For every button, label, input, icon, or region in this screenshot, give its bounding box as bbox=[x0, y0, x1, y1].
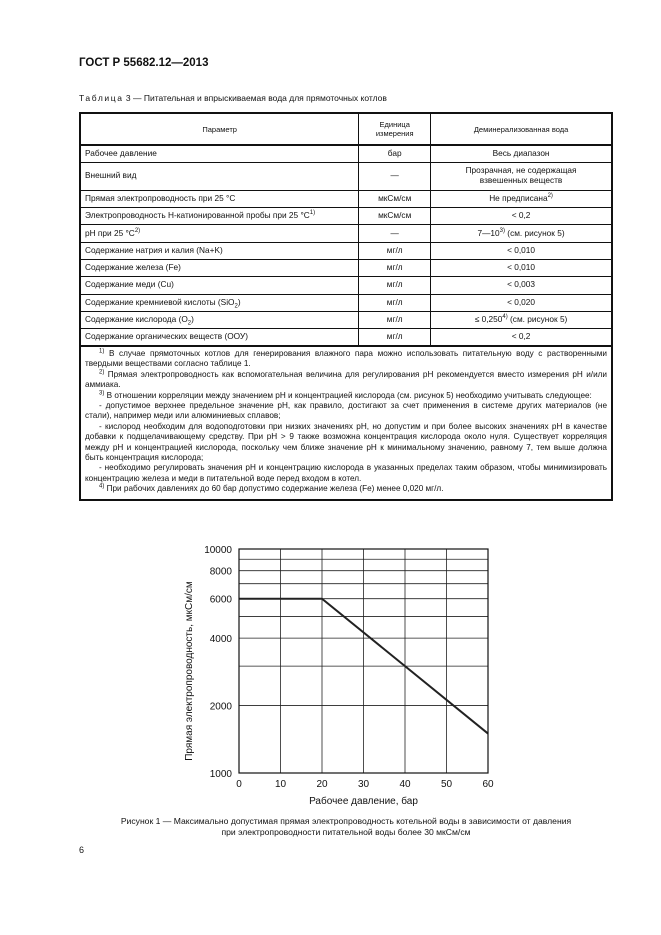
table-caption-text: 3 — Питательная и впрыскиваемая вода для прямоточных котлов bbox=[123, 93, 387, 103]
row-parameter: Рабочее давление bbox=[80, 145, 359, 162]
row-unit: мг/л bbox=[359, 311, 431, 328]
row-parameter: Внешний вид bbox=[80, 162, 359, 190]
table-header-row bbox=[80, 113, 612, 145]
footnote-4 bbox=[85, 484, 607, 494]
x-axis-label: Рабочее давление, бар bbox=[309, 796, 418, 807]
row-value: < 0,010 bbox=[431, 259, 612, 276]
chart-grid bbox=[239, 549, 488, 773]
y-tick-label: 2000 bbox=[209, 701, 232, 713]
footnote-ref: 3) bbox=[499, 227, 505, 234]
row-value: Весь диапазон bbox=[431, 145, 612, 162]
row-parameter-text: Содержание кремниевой кислоты (SiO bbox=[85, 296, 235, 307]
row-parameter bbox=[80, 225, 359, 242]
footnote-ref: 2) bbox=[547, 193, 553, 200]
row-parameter: Содержание органических веществ (ООУ) bbox=[80, 329, 359, 346]
header-unit bbox=[359, 113, 431, 145]
row-value bbox=[431, 190, 612, 207]
footnote-1 bbox=[85, 349, 607, 370]
row-value-tail: (см. рисунок 5) bbox=[507, 314, 568, 325]
footnote-2 bbox=[85, 370, 607, 391]
row-value: < 0,010 bbox=[431, 242, 612, 259]
y-axis-label: Прямая электропроводность, мкСм/см bbox=[184, 581, 195, 761]
row-parameter-tail: ) bbox=[191, 314, 194, 325]
row-value: < 0,003 bbox=[431, 277, 612, 294]
table-row bbox=[80, 259, 612, 276]
header-unit-line2: измерения bbox=[375, 129, 414, 138]
x-tick-label: 10 bbox=[274, 779, 287, 790]
standard-title: ГОСТ Р 55682.12—2013 bbox=[79, 57, 209, 69]
row-parameter: Содержание меди (Cu) bbox=[80, 277, 359, 294]
table-row bbox=[80, 329, 612, 346]
row-value-tail: (см. рисунок 5) bbox=[505, 227, 565, 238]
footnote-ref: 4) bbox=[502, 314, 508, 321]
row-value-line1: Прозрачная, не содержащая bbox=[465, 165, 577, 176]
x-tick-label: 30 bbox=[357, 779, 370, 790]
footnote-3-bullet-1: - допустимое верхнее предельное значение рН, как правило, достигают за счет применения в системе других материалов (не стали), например меди или алюминиевых сплавов; bbox=[85, 401, 607, 421]
x-tick-label: 0 bbox=[236, 779, 242, 790]
row-unit: мг/л bbox=[359, 259, 431, 276]
table-notes bbox=[80, 346, 612, 500]
row-unit: — bbox=[359, 162, 431, 190]
table-row bbox=[80, 277, 612, 294]
table-caption-label: Таблица bbox=[79, 93, 124, 103]
y-tick-label: 8000 bbox=[209, 566, 232, 578]
footnote-mark: 3) bbox=[99, 389, 105, 396]
header-value: Деминерализованная вода bbox=[431, 113, 612, 145]
row-value bbox=[431, 162, 612, 190]
row-parameter-tail: ) bbox=[237, 296, 241, 307]
subscript: 2 bbox=[187, 320, 192, 327]
row-parameter: Содержание железа (Fe) bbox=[80, 259, 359, 276]
row-parameter-text: рН при 25 °С bbox=[85, 227, 135, 238]
x-axis-ticks bbox=[236, 779, 494, 790]
row-value-text: 7—10 bbox=[477, 227, 500, 238]
x-tick-label: 20 bbox=[316, 779, 328, 790]
y-axis-ticks bbox=[204, 545, 232, 780]
table-row bbox=[80, 208, 612, 225]
row-value bbox=[431, 225, 612, 242]
row-unit: мкСм/см bbox=[359, 190, 431, 207]
y-tick-label: 1000 bbox=[209, 769, 232, 780]
row-value: < 0,2 bbox=[431, 329, 612, 346]
row-unit: мг/л bbox=[359, 329, 431, 346]
row-value: < 0,020 bbox=[431, 294, 612, 311]
row-value-line2: взвешенных веществ bbox=[479, 175, 563, 186]
conductivity-chart bbox=[170, 538, 510, 808]
footnote-3-bullet-2: - кислород необходим для водоподготовки при низких значениях рН, но допустим и при более высоких значениях рН в качестве добавки к подщелачивающему средству. При рН > 9 также возможна концентрация кислорода около нуля. Существует корреляция между рН и концентрацией кислорода, поскольку чем ближе значение рН к минимальному значению, равному 7, тем выше должна быть концентрация кислорода; bbox=[85, 421, 607, 463]
table-row bbox=[80, 190, 612, 207]
table-row bbox=[80, 145, 612, 162]
row-parameter-text: Электропроводность Н-катионированной пробы при 25 °С bbox=[85, 210, 310, 221]
header-unit-line1: Единица bbox=[379, 120, 410, 129]
y-tick-label: 4000 bbox=[209, 634, 232, 646]
row-parameter bbox=[80, 208, 359, 225]
row-value-text: Не предписана bbox=[489, 192, 548, 203]
row-unit: мкСм/см bbox=[359, 208, 431, 225]
subscript: 2 bbox=[234, 303, 238, 310]
row-unit: мг/л bbox=[359, 242, 431, 259]
table-row bbox=[80, 242, 612, 259]
row-parameter-text: Содержание кислорода (O bbox=[85, 314, 188, 325]
x-tick-label: 50 bbox=[440, 779, 453, 790]
x-tick-label: 40 bbox=[399, 779, 411, 790]
footnote-text: При рабочих давлениях до 60 бар допустимо содержание железа (Fe) менее 0,020 мг/л. bbox=[104, 484, 444, 494]
footnote-3 bbox=[85, 391, 607, 401]
y-tick-label: 10000 bbox=[204, 545, 232, 556]
row-value bbox=[431, 311, 612, 328]
footnote-ref: 2) bbox=[134, 227, 141, 234]
footnote-mark: 4) bbox=[99, 483, 105, 490]
header-parameter: Параметр bbox=[80, 113, 359, 145]
table-row bbox=[80, 294, 612, 311]
footnote-ref: 1) bbox=[309, 210, 316, 217]
figure-caption-line2: при электропроводности питательной воды более 30 мкСм/см bbox=[221, 827, 471, 837]
row-value: < 0,2 bbox=[431, 208, 612, 225]
row-unit: мг/л bbox=[359, 294, 431, 311]
table-row bbox=[80, 162, 612, 190]
table-notes-row bbox=[80, 346, 612, 500]
row-unit: — bbox=[359, 225, 431, 242]
figure-caption bbox=[79, 816, 613, 838]
footnote-text: В отношении корреляции между значением рН и концентрацией кислорода (см. рисунок 5) необходимо учитывать следующее: bbox=[104, 390, 592, 400]
row-parameter bbox=[80, 311, 359, 328]
table-caption bbox=[79, 93, 387, 103]
page-number: 6 bbox=[79, 845, 85, 855]
row-parameter bbox=[80, 294, 359, 311]
footnote-text: В случае прямоточных котлов для генерирования влажного пара можно использовать питательную воду с растворенными твердыми веществами согласно таблице 1. bbox=[85, 348, 607, 369]
water-quality-table bbox=[79, 112, 613, 501]
footnote-3-bullet-3: - необходимо регулировать значения рН и концентрацию кислорода в указанных пределах таким образом, чтобы минимизировать концентрацию железа и меди в питательной воде перед входом в котел. bbox=[85, 463, 607, 483]
row-unit: мг/л bbox=[359, 277, 431, 294]
footnote-mark: 2) bbox=[99, 369, 105, 376]
y-tick-label: 6000 bbox=[209, 594, 232, 606]
footnote-text: Прямая электропроводность как вспомогательная величина для регулирования рН рекомендуется вместо измерения рН и/или аммиака. bbox=[85, 369, 607, 390]
row-value-text: ≤ 0,250 bbox=[474, 314, 503, 325]
table-row bbox=[80, 225, 612, 242]
x-tick-label: 60 bbox=[482, 779, 494, 790]
figure-caption-line1: Рисунок 1 — Максимально допустимая прямая электропроводность котельной воды в зависимости от давления bbox=[120, 816, 572, 826]
row-unit: бар bbox=[359, 145, 431, 162]
footnote-mark: 1) bbox=[99, 348, 105, 355]
row-parameter: Прямая электропроводность при 25 °С bbox=[80, 190, 359, 207]
table-row bbox=[80, 311, 612, 328]
row-parameter: Содержание натрия и калия (Na+K) bbox=[80, 242, 359, 259]
